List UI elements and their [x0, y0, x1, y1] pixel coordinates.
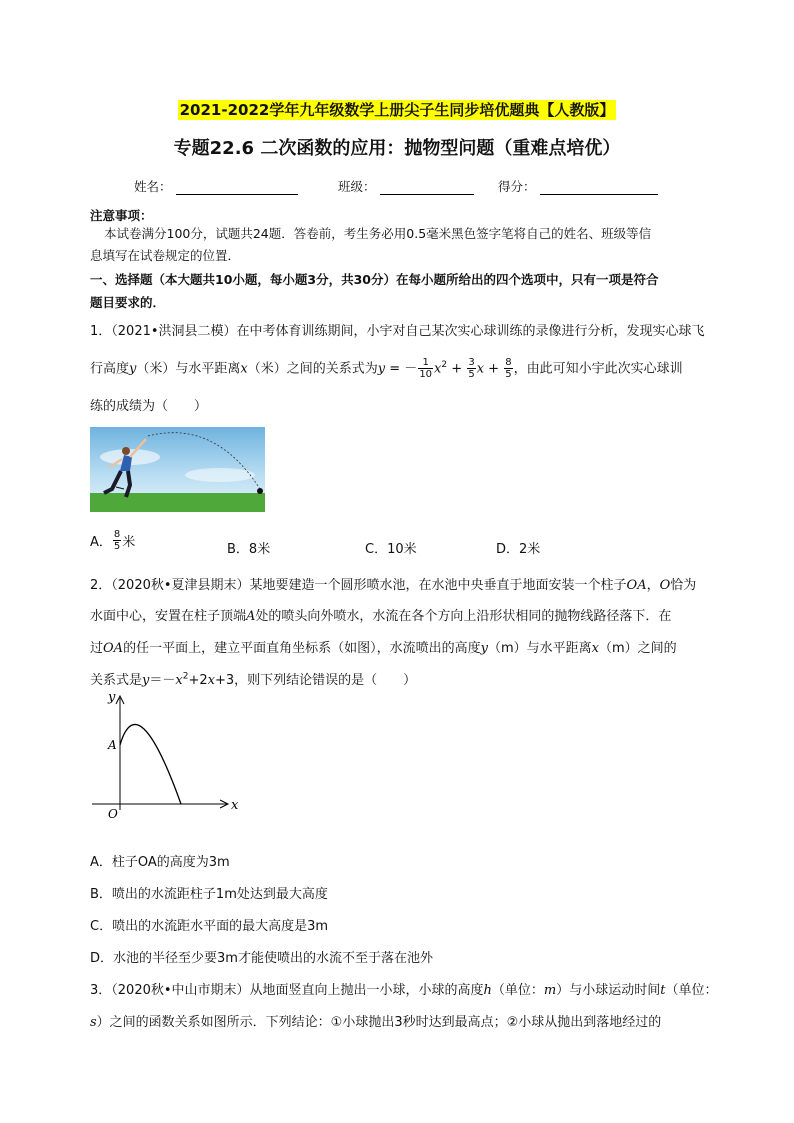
parabola-curve [120, 724, 181, 804]
class-blank[interactable] [380, 182, 474, 195]
y-axis-label: y [108, 690, 116, 705]
score-blank[interactable] [540, 182, 658, 195]
notice-line-2: 息填写在试卷规定的位置． [90, 248, 241, 263]
q1-text-b: （米）与水平距离 [136, 361, 241, 377]
var-y: y [377, 361, 386, 377]
origin-label: O [108, 807, 118, 821]
q1-line-1: 1．（2021•洪洞县二模）在中考体育训练期间，小宇对自己某次实心球训练的录像进行分析，发现实心球飞 [90, 324, 705, 339]
q1-option-b[interactable]: B．8米 [227, 542, 271, 557]
equals-sign: = [389, 361, 401, 377]
minus-sign: － [404, 361, 418, 377]
q2-line-1: 2．（2020秋•夏津县期末）某地要建造一个圆形喷水池，在水池中央垂直于地面安装一个柱子OA，O恰为 [90, 578, 697, 593]
banner-text: 2021-2022学年九年级数学上册尖子生同步培优题典【人教版】 [179, 101, 615, 119]
score-label: 得分： [498, 179, 536, 194]
q1-option-c[interactable]: C．10米 [365, 542, 417, 557]
q2-option-d[interactable]: D．水池的半径至少要3m才能使喷出的水流不至于落在池外 [90, 951, 433, 966]
class-field[interactable] [338, 177, 474, 195]
var-x: x [476, 361, 485, 377]
name-field[interactable] [134, 177, 298, 195]
section-heading-line-1: 一、选择题（本大题共10小题，每小题3分，共30分）在每小题所给出的四个选项中，只有一项是符合 [90, 272, 659, 287]
notice-line-1: 本试卷满分100分，试题共24题．答卷前，考生务必用0.5毫米黑色签字笔将自己的姓名、班级等信 [104, 226, 652, 241]
q1-text-a: 行高度 [90, 361, 130, 377]
q3-line-2: s）之间的函数关系如图所示．下列结论：①小球抛出3秒时达到最高点；②小球从抛出到落地经过的 [90, 1015, 662, 1030]
q2-line-2: 水面中心，安置在柱子顶端A处的喷头向外喷水，水流在各个方向上沿形状相同的抛物线路径落下．在 [90, 609, 672, 624]
option-a-fraction: $\frac{8}{5}$ [113, 529, 121, 552]
q2-option-a[interactable]: A．柱子OA的高度为3m [90, 855, 230, 870]
parabola-graph [90, 690, 240, 825]
shot-put-illustration [90, 427, 265, 512]
score-field[interactable] [498, 177, 658, 195]
q2-option-b[interactable]: B．喷出的水流距柱子1m处达到最大高度 [90, 887, 328, 902]
section-heading-line-2: 题目要求的． [90, 295, 166, 310]
q1-text-c: （米）之间的关系式为 [247, 361, 378, 377]
page-title: 专题22.6 二次函数的应用：抛物型问题（重难点培优） [173, 138, 621, 159]
x-axis-label: x [231, 798, 239, 813]
q1-option-d[interactable]: D．2米 [496, 542, 541, 557]
var-x: x [434, 361, 442, 377]
point-a-label: A [108, 738, 117, 752]
q2-line-4: 关系式是$y=-x^2+2x+3$，则下列结论错误的是（ ） [90, 671, 417, 688]
name-blank[interactable] [176, 182, 298, 195]
name-label: 姓名： [134, 179, 172, 194]
q1-option-a[interactable] [90, 526, 135, 560]
plus-sign: + [451, 361, 463, 377]
class-label: 班级： [338, 179, 376, 194]
notice-heading: 注意事项： [90, 208, 153, 223]
fraction-8-5: $\frac{8}{5}$ [505, 357, 512, 381]
q2-line-3: 过OA的任一平面上，建立平面直角坐标系（如图），水流喷出的高度y（m）与水平距离x（m）之间的 [90, 641, 677, 656]
q1-text-d: ，由此可知小宇此次实心球训 [513, 361, 683, 377]
option-a-label: A． [90, 535, 112, 550]
fraction-1-10: $\frac{1}{10}$ [419, 357, 433, 381]
option-a-unit: 米 [122, 535, 136, 550]
series-banner [0, 99, 794, 120]
var-y: y [129, 361, 137, 377]
fraction-3-5: $\frac{3}{5}$ [468, 357, 475, 381]
var-x: x [240, 361, 248, 377]
plus-sign: + [488, 361, 500, 377]
q1-line-3: 练的成绩为（ ） [90, 399, 208, 414]
q3-line-1: 3．（2020秋•中山市期末）从地面竖直向上抛出一小球，小球的高度h（单位：m）与小球运动时间t（单位： [90, 983, 718, 998]
q1-line-2: 行高度y（米）与水平距离x（米）之间的关系式为y = － $\frac{1}{10}$ $x^2$ + $\frac{3}{5}$ x + $\frac{8}{5}$ ，由此可知小宇此次实心球训 [90, 357, 683, 381]
q2-option-c[interactable]: C．喷出的水流距水平面的最大高度是3m [90, 919, 329, 934]
